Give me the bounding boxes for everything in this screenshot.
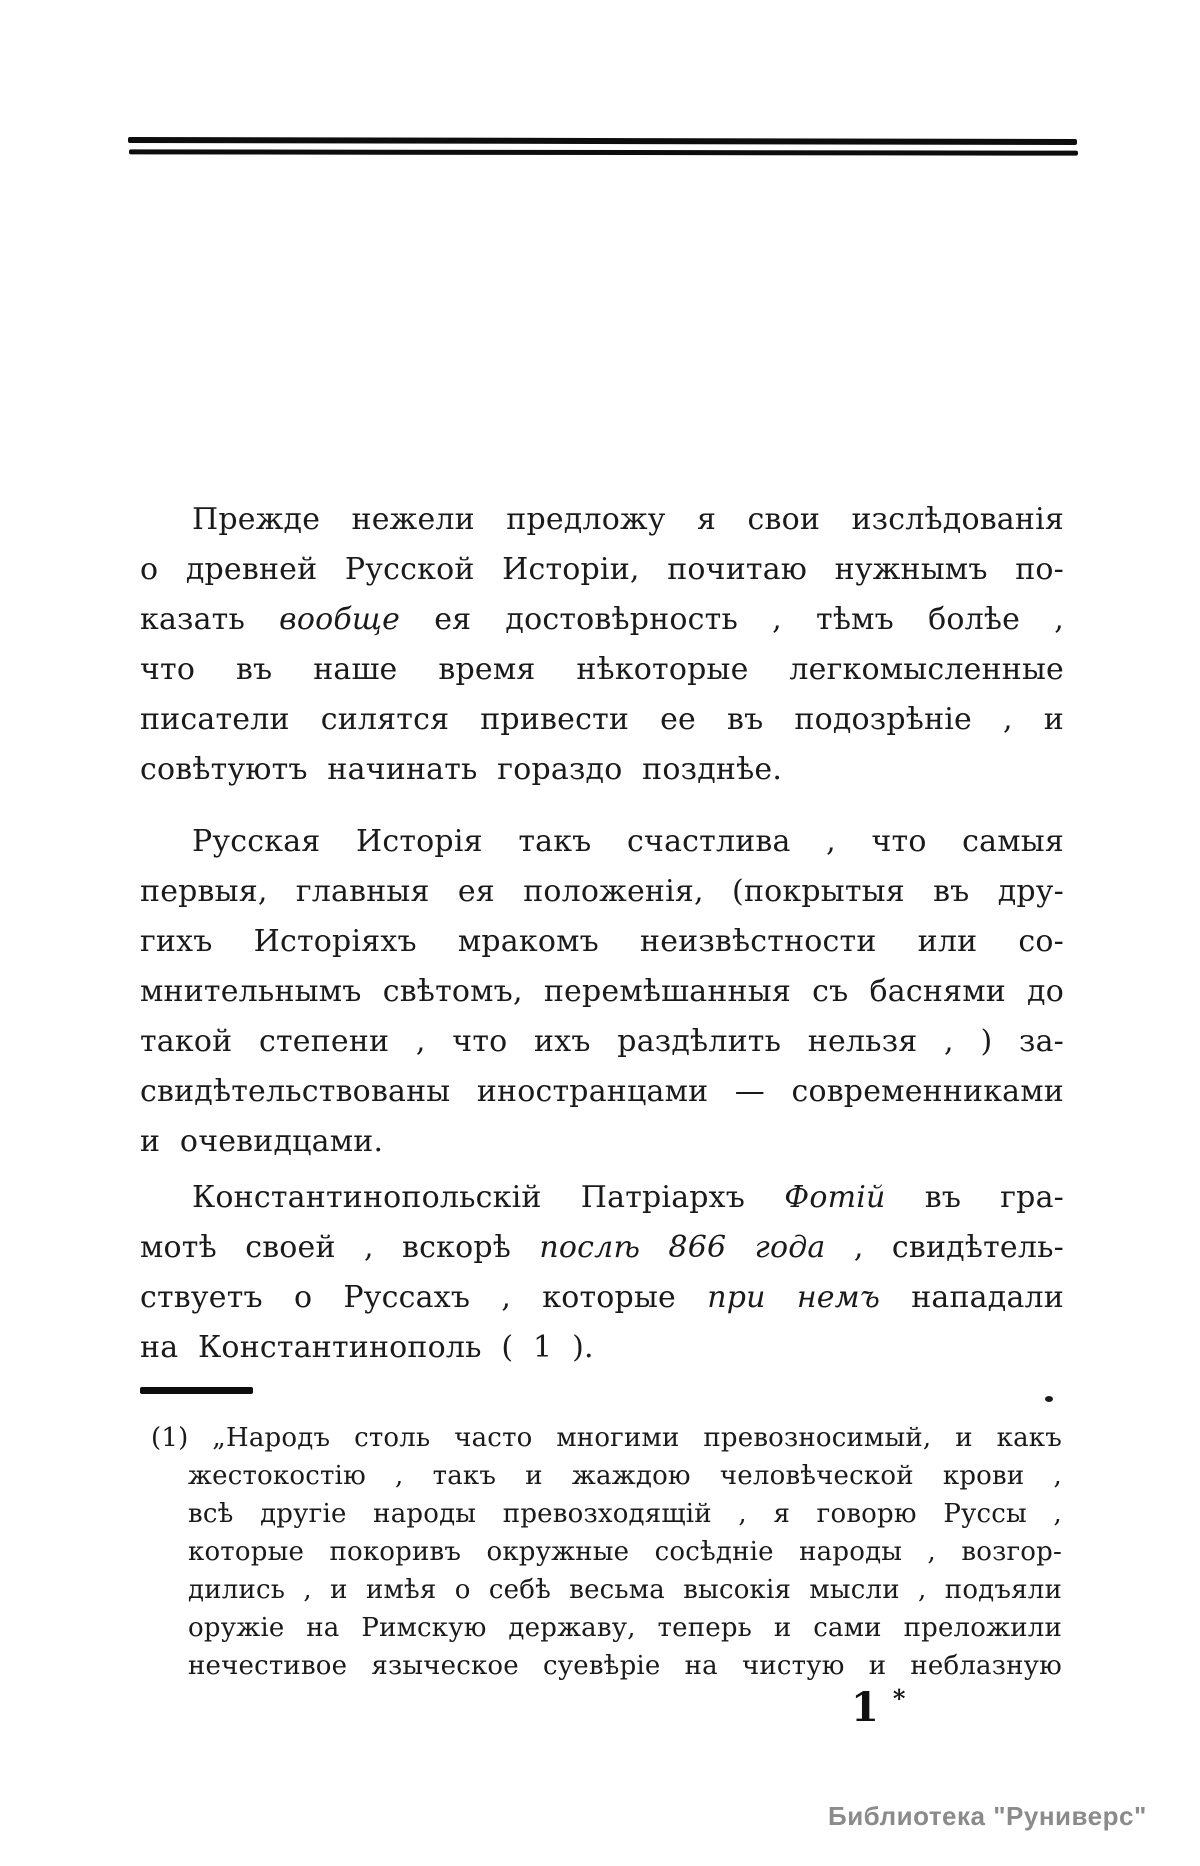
italic-text-segment: при немъ — [707, 1280, 881, 1315]
text-segment: мнительнымъ свѣтомъ, перемѣшанныя съ баснями до — [140, 974, 1064, 1009]
text-line — [140, 1117, 1064, 1167]
paragraph-2 — [140, 817, 1064, 1167]
text-segment: оружіе на Римскую державу, теперь и сами преложили — [188, 1613, 1062, 1643]
text-segment: на Константинополь ( 1 ). — [140, 1330, 594, 1365]
footnote-line — [151, 1419, 1062, 1457]
text-segment: казать — [140, 602, 280, 637]
text-segment: нападали — [880, 1280, 1064, 1315]
text-segment: писатели силятся привести ее въ подозрѣніе , и — [140, 702, 1064, 737]
footnote — [151, 1419, 1062, 1685]
text-segment: что въ наше время нѣкоторые легкомысленные — [140, 652, 1064, 687]
text-line — [140, 745, 1064, 795]
italic-text-segment: послѣ 866 года — [539, 1230, 826, 1265]
text-line — [140, 917, 1064, 967]
text-line — [140, 1067, 1064, 1117]
footnote-separator — [140, 1387, 253, 1394]
text-segment: и очевидцами. — [140, 1124, 384, 1159]
text-segment: Прежде нежели предложу я свои изслѣдованія — [192, 502, 1064, 537]
text-segment: Русская Исторія такъ счастлива , что самыя — [192, 824, 1064, 859]
text-line — [140, 1223, 1064, 1273]
text-segment: въ гра- — [885, 1180, 1065, 1215]
text-line — [140, 645, 1064, 695]
top-rule-lower — [129, 149, 1078, 155]
text-segment: такой степени , что ихъ раздѣлить нельзя , ) за- — [140, 1024, 1064, 1059]
footnote-line — [151, 1609, 1062, 1647]
footnote-line — [151, 1647, 1062, 1685]
text-line — [140, 495, 1064, 545]
text-segment: ея достовѣрность , тѣмъ болѣе , — [400, 602, 1064, 637]
main-text — [140, 495, 1064, 1373]
text-line — [140, 595, 1064, 645]
text-segment: жестокостію , такъ и жаждою человѣческой крови , — [188, 1461, 1062, 1491]
text-segment: о древней Русской Исторіи, почитаю нужнымъ по- — [140, 552, 1064, 587]
paragraph-3 — [140, 1173, 1064, 1373]
text-segment: мотѣ своей , вскорѣ — [140, 1230, 540, 1265]
italic-text-segment: Фотій — [784, 1180, 886, 1215]
watermark: Библиотека "Руниверс" — [828, 1801, 1147, 1831]
italic-text-segment: вообще — [279, 602, 401, 637]
paragraph-1 — [140, 495, 1064, 795]
text-segment: совѣтуютъ начинать гораздо позднѣе. — [140, 752, 783, 787]
text-line — [140, 1323, 1064, 1373]
text-line — [140, 1273, 1064, 1323]
text-segment: ствуетъ о Руссахъ , которые — [140, 1280, 708, 1315]
text-segment: , свидѣтель- — [825, 1230, 1064, 1265]
text-line — [140, 695, 1064, 745]
signature-star-icon: * — [892, 1684, 906, 1713]
text-line — [140, 817, 1064, 867]
text-line — [140, 867, 1064, 917]
top-rule-upper — [128, 137, 1077, 145]
ink-dot — [1045, 1396, 1053, 1402]
footnote-line — [151, 1533, 1062, 1571]
text-line — [140, 1173, 1064, 1223]
text-segment: нечестивое языческое суевѣріе на чистую и неблазную — [188, 1651, 1062, 1681]
footnote-line — [151, 1457, 1062, 1495]
text-segment: всѣ другіе народы превозходящій , я говорю Руссы , — [188, 1499, 1062, 1529]
text-segment: (1) „Народъ столь часто многими превозносимый, и какъ — [151, 1423, 1062, 1453]
footnote-line — [151, 1571, 1062, 1609]
text-line — [140, 1017, 1064, 1067]
text-segment: первыя, главныя ея положенія, (покрытыя въ дру- — [140, 874, 1064, 909]
signature-mark — [851, 1684, 905, 1731]
text-segment: дились , и имѣя о себѣ весьма высокія мысли , подъяли — [188, 1575, 1062, 1605]
text-segment: которые покоривъ окружные сосѣдніе народы , возгор- — [188, 1537, 1062, 1567]
text-line — [140, 967, 1064, 1017]
text-segment: гихъ Исторіяхъ мракомъ неизвѣстности или со- — [140, 924, 1064, 959]
text-segment: свидѣтельствованы иностранцами — современниками — [140, 1074, 1064, 1109]
signature-number: 1 — [851, 1684, 879, 1731]
text-line — [140, 545, 1064, 595]
footnote-line — [151, 1495, 1062, 1533]
text-segment: Константинопольскій Патріархъ — [192, 1180, 785, 1215]
